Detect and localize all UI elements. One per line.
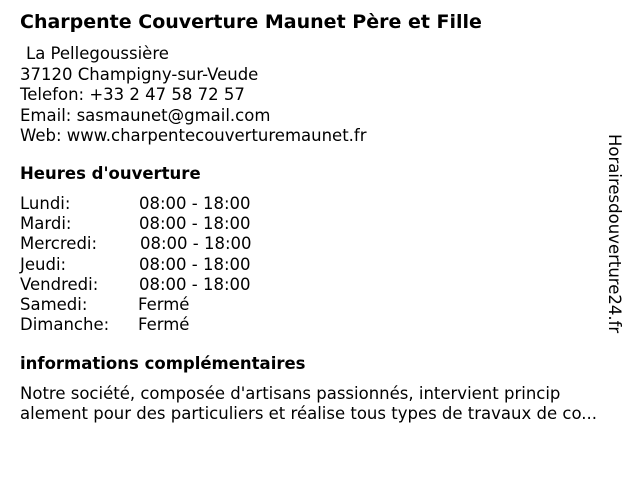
day-label: Vendredi: xyxy=(20,274,99,294)
web-line: Web: www.charpentecouverturemaunet.fr xyxy=(20,126,367,145)
street-address: La Pellegoussière xyxy=(26,44,169,63)
business-name: Charpente Couverture Maunet Père et Fille xyxy=(20,11,482,33)
day-label: Samedi: xyxy=(20,294,88,314)
contact-block xyxy=(20,44,367,147)
day-label: Mercredi: xyxy=(20,234,98,254)
day-hours: 08:00 - 18:00 xyxy=(140,234,252,254)
opening-hours-heading: Heures d'ouverture xyxy=(20,164,201,183)
day-label: Dimanche: xyxy=(20,315,110,335)
email-line: Email: sasmaunet@gmail.com xyxy=(20,105,271,125)
day-hours: Fermé xyxy=(138,315,190,335)
day-hours: 08:00 - 18:00 xyxy=(139,254,251,274)
additional-info-heading: informations complémentaires xyxy=(20,354,306,373)
info-line: Notre société, composée d'artisans passionnés, intervient princip xyxy=(20,384,561,403)
day-label: Lundi: xyxy=(20,194,71,213)
city-line: 37120 Champigny-sur-Veude xyxy=(20,64,259,84)
additional-info-text xyxy=(20,384,630,424)
info-line: alement pour des particuliers et réalise tous types de travaux de co... xyxy=(20,404,597,423)
day-hours: 08:00 - 18:00 xyxy=(139,194,251,213)
day-label: Jeudi: xyxy=(20,254,67,274)
day-label: Mardi: xyxy=(20,214,72,234)
site-watermark: Horairesdouverture24.fr xyxy=(605,134,624,334)
day-hours: 08:00 - 18:00 xyxy=(139,274,251,294)
phone-line: Telefon: +33 2 47 58 72 57 xyxy=(20,85,245,104)
day-hours: 08:00 - 18:00 xyxy=(139,214,251,234)
day-hours: Fermé xyxy=(138,294,190,314)
